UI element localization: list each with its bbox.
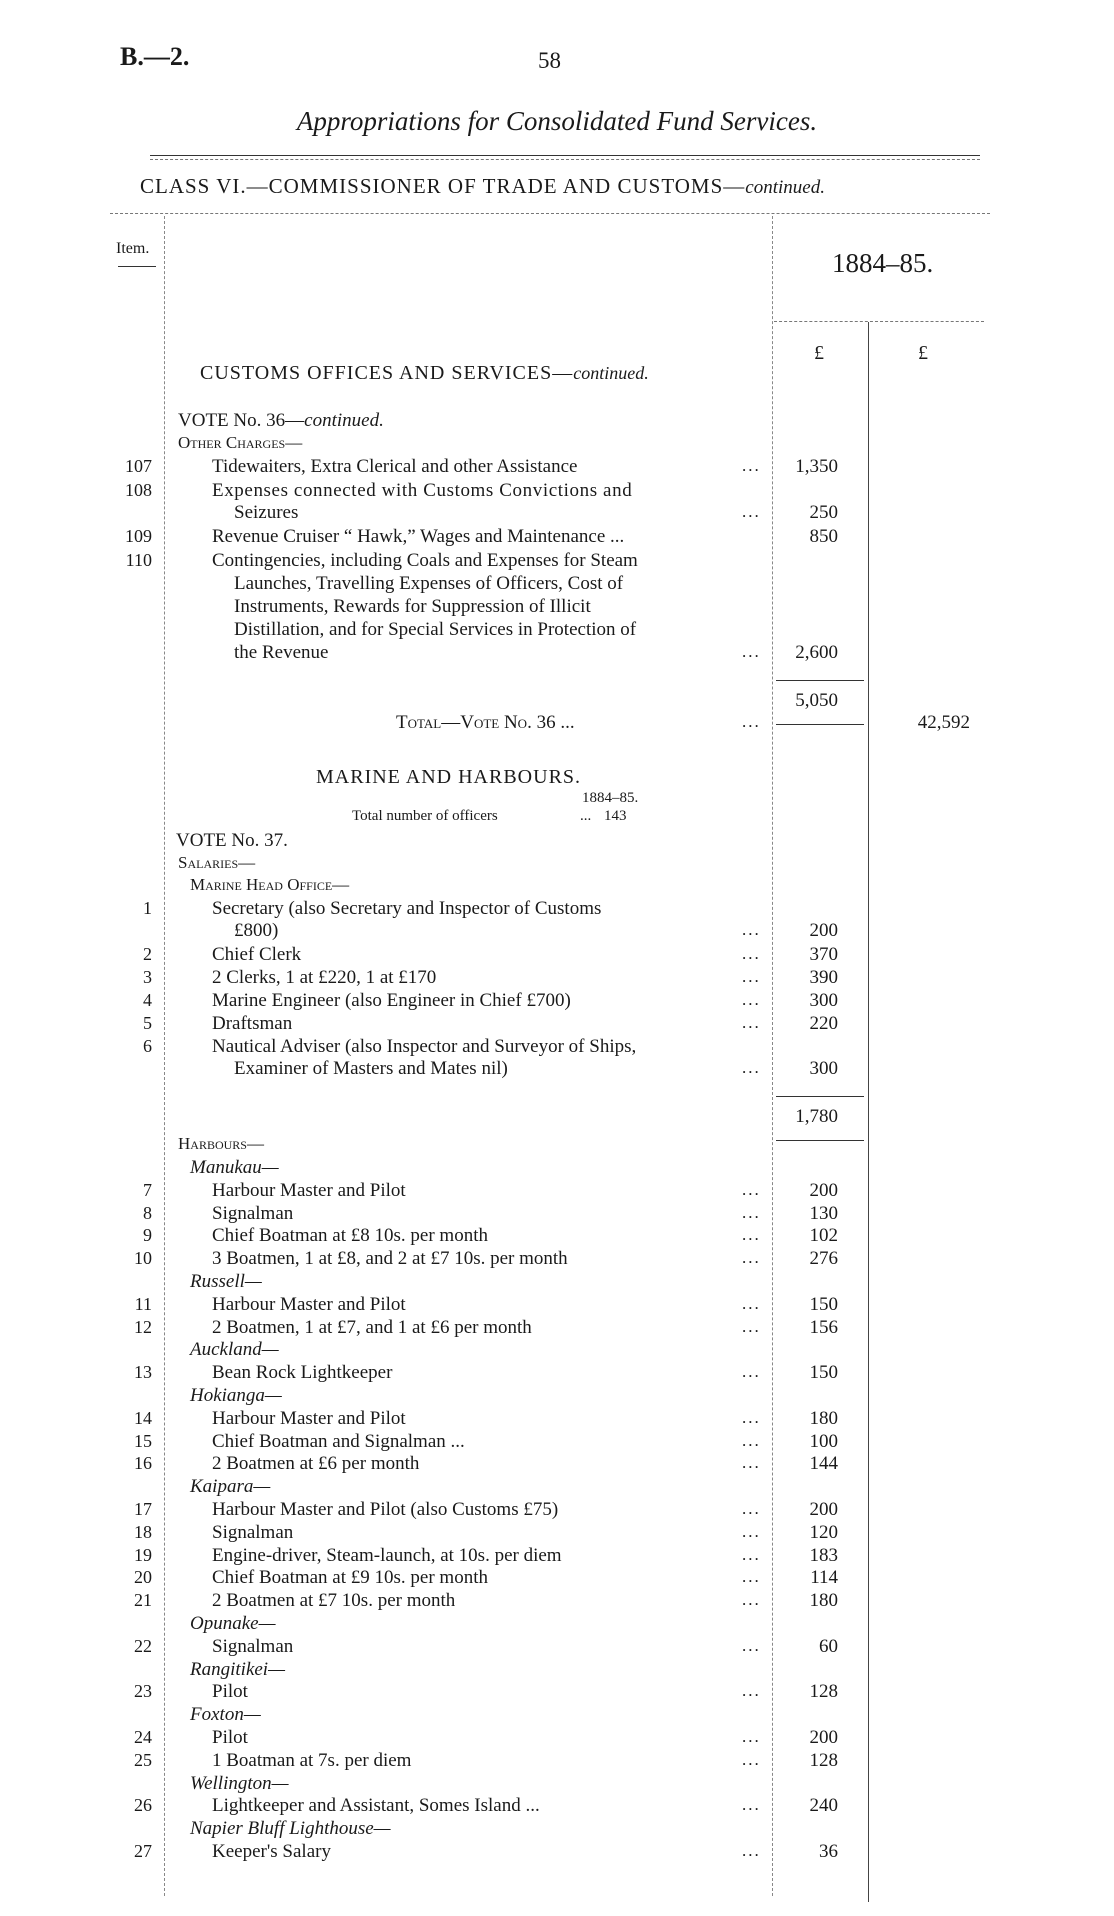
head-item-3-description: 2 Clerks, 1 at £220, 1 at £170 xyxy=(212,967,437,988)
item-107-description: Tidewaiters, Extra Clerical and other Assistance xyxy=(212,456,578,477)
head-item-5-leader: ... xyxy=(742,1013,761,1032)
harbour-item-20-description: Chief Boatman at £9 10s. per month xyxy=(212,1567,488,1588)
item-109-value: 850 xyxy=(809,526,838,547)
currency-header-1: £ xyxy=(814,342,824,364)
harbour-item-13-value: 150 xyxy=(809,1362,838,1383)
item-107-number: 107 xyxy=(125,456,152,476)
harbour-item-12-number: 12 xyxy=(134,1317,152,1337)
harbour-item-27-leader: ... xyxy=(742,1841,761,1860)
top-rule xyxy=(150,155,980,156)
harbour-item-12-description: 2 Boatmen, 1 at £7, and 1 at £6 per month xyxy=(212,1317,532,1338)
vote-36-total-label: Total—Vote No. 36 ... xyxy=(396,712,575,733)
harbour-item-7-value: 200 xyxy=(809,1180,838,1201)
harbour-item-18-number: 18 xyxy=(134,1522,152,1542)
amount-inner-divider xyxy=(868,322,869,1902)
harbour-item-20-number: 20 xyxy=(134,1567,152,1587)
harbour-item-9-description: Chief Boatman at £8 10s. per month xyxy=(212,1225,488,1246)
harbour-item-16-description: 2 Boatmen at £6 per month xyxy=(212,1453,420,1474)
harbour-item-24-leader: ... xyxy=(742,1727,761,1746)
harbour-item-8-value: 130 xyxy=(809,1203,838,1224)
port-heading: Wellington— xyxy=(190,1773,289,1794)
port-heading: Russell— xyxy=(190,1271,262,1292)
head-item-4-description: Marine Engineer (also Engineer in Chief £700) xyxy=(212,990,571,1011)
harbour-item-25-value: 128 xyxy=(809,1750,838,1771)
port-heading: Napier Bluff Lighthouse— xyxy=(190,1818,391,1839)
harbour-item-27-value: 36 xyxy=(819,1841,838,1862)
harbour-item-22-value: 60 xyxy=(819,1636,838,1657)
officers-value: 143 xyxy=(604,808,627,824)
officers-label: Total number of officers xyxy=(352,808,498,824)
head-item-2-value: 370 xyxy=(809,944,838,965)
harbour-item-7-leader: ... xyxy=(742,1180,761,1199)
item-108-description-cont: Seizures xyxy=(234,502,299,523)
harbour-item-11-number: 11 xyxy=(134,1294,152,1314)
customs-subtotal: 5,050 xyxy=(795,690,838,711)
head-item-1-leader: ... xyxy=(742,920,761,939)
subtotal-rule xyxy=(776,680,864,681)
other-charges-heading: Other Charges— xyxy=(178,433,303,452)
harbour-item-11-description: Harbour Master and Pilot xyxy=(212,1294,406,1315)
head-item-2-number: 2 xyxy=(143,944,152,964)
harbour-item-8-number: 8 xyxy=(143,1203,152,1223)
head-item-6-description-cont: Examiner of Masters and Mates nil) xyxy=(234,1058,508,1079)
harbour-item-17-leader: ... xyxy=(742,1499,761,1518)
item-110-description-cont: Launches, Travelling Expenses of Officers, Cost of xyxy=(234,573,624,594)
head-item-1-number: 1 xyxy=(143,898,152,918)
page-number: 58 xyxy=(538,48,561,73)
harbour-item-22-leader: ... xyxy=(742,1636,761,1655)
head-item-1-description: Secretary (also Secretary and Inspector of Customs xyxy=(212,898,602,919)
head-subtotal-rule-2 xyxy=(776,1140,864,1141)
harbour-item-15-leader: ... xyxy=(742,1431,761,1450)
marine-section-title: MARINE AND HARBOURS. xyxy=(316,766,582,788)
harbour-item-13-leader: ... xyxy=(742,1362,761,1381)
harbour-item-9-number: 9 xyxy=(143,1225,152,1245)
salaries-heading: Salaries— xyxy=(178,853,256,872)
item-110-description-cont: the Revenue xyxy=(234,642,329,663)
item-109-number: 109 xyxy=(125,526,152,546)
port-heading: Auckland— xyxy=(190,1339,279,1360)
port-heading: Hokianga— xyxy=(190,1385,282,1406)
harbour-item-15-description: Chief Boatman and Signalman ... xyxy=(212,1431,465,1452)
item-header-rule xyxy=(118,266,156,267)
marine-head-office-heading: Marine Head Office— xyxy=(190,875,350,894)
head-item-6-value: 300 xyxy=(809,1058,838,1079)
harbour-item-24-number: 24 xyxy=(134,1727,152,1747)
harbour-item-12-leader: ... xyxy=(742,1317,761,1336)
head-item-4-value: 300 xyxy=(809,990,838,1011)
head-item-6-leader: ... xyxy=(742,1058,761,1077)
harbour-item-8-description: Signalman xyxy=(212,1203,294,1224)
harbour-item-8-leader: ... xyxy=(742,1203,761,1222)
harbour-item-27-description: Keeper's Salary xyxy=(212,1841,331,1862)
head-item-5-description: Draftsman xyxy=(212,1013,293,1034)
subtotal-rule-2 xyxy=(776,724,864,725)
harbour-item-25-leader: ... xyxy=(742,1750,761,1769)
currency-header-2: £ xyxy=(918,342,928,364)
item-110-description-cont: Distillation, and for Special Services in Protection of xyxy=(234,619,637,640)
item-column-header: Item. xyxy=(116,240,150,257)
harbour-item-21-leader: ... xyxy=(742,1590,761,1609)
item-108-description: Expenses connected with Customs Convictions and xyxy=(212,480,633,501)
item-110-number: 110 xyxy=(125,550,152,570)
item-110-description-cont: Instruments, Rewards for Suppression of Illicit xyxy=(234,596,591,617)
harbour-item-19-number: 19 xyxy=(134,1545,152,1565)
harbour-item-23-description: Pilot xyxy=(212,1681,248,1702)
head-item-6-number: 6 xyxy=(143,1036,152,1056)
harbour-item-17-value: 200 xyxy=(809,1499,838,1520)
head-item-3-leader: ... xyxy=(742,967,761,986)
harbour-item-23-value: 128 xyxy=(809,1681,838,1702)
table-top-rule xyxy=(110,213,990,214)
harbour-item-18-leader: ... xyxy=(742,1522,761,1541)
head-item-4-number: 4 xyxy=(143,990,152,1010)
harbour-item-16-leader: ... xyxy=(742,1453,761,1472)
officers-leader: ... xyxy=(580,808,592,824)
item-108-number: 108 xyxy=(125,480,152,500)
head-item-2-leader: ... xyxy=(742,944,761,963)
harbour-item-12-value: 156 xyxy=(809,1317,838,1338)
harbour-item-14-leader: ... xyxy=(742,1408,761,1427)
harbour-item-19-leader: ... xyxy=(742,1545,761,1564)
harbour-item-26-number: 26 xyxy=(134,1795,152,1815)
head-item-5-value: 220 xyxy=(809,1013,838,1034)
item-110-leader: ... xyxy=(742,642,761,661)
year-rule xyxy=(774,321,984,322)
harbour-item-14-number: 14 xyxy=(134,1408,152,1428)
item-column-divider xyxy=(164,216,165,1896)
harbour-item-11-leader: ... xyxy=(742,1294,761,1313)
page-subtitle: Appropriations for Consolidated Fund Services. xyxy=(296,106,818,136)
harbour-item-25-number: 25 xyxy=(134,1750,152,1770)
head-office-subtotal: 1,780 xyxy=(795,1106,838,1127)
total-leader: ... xyxy=(742,712,761,731)
harbour-item-17-number: 17 xyxy=(134,1499,152,1519)
harbour-item-26-value: 240 xyxy=(809,1795,838,1816)
harbour-item-22-description: Signalman xyxy=(212,1636,294,1657)
item-108-leader: ... xyxy=(742,502,761,521)
harbour-item-7-number: 7 xyxy=(143,1180,152,1200)
head-item-6-description: Nautical Adviser (also Inspector and Surveyor of Ships, xyxy=(212,1036,637,1057)
harbour-item-16-value: 144 xyxy=(809,1453,838,1474)
harbour-item-15-value: 100 xyxy=(809,1431,838,1452)
harbours-heading: Harbours— xyxy=(178,1134,264,1153)
harbour-item-26-leader: ... xyxy=(742,1795,761,1814)
harbour-item-18-value: 120 xyxy=(809,1522,838,1543)
harbour-item-10-value: 276 xyxy=(809,1248,838,1269)
class-heading: CLASS VI.—COMMISSIONER OF TRADE AND CUSTOMS—continued. xyxy=(140,174,825,198)
head-item-3-number: 3 xyxy=(143,967,152,987)
harbour-item-13-description: Bean Rock Lightkeeper xyxy=(212,1362,393,1383)
vote-36-heading: VOTE No. 36—continued. xyxy=(178,410,384,431)
harbour-item-7-description: Harbour Master and Pilot xyxy=(212,1180,406,1201)
head-item-2-description: Chief Clerk xyxy=(212,944,302,965)
amount-column-divider xyxy=(772,216,773,1896)
harbour-item-14-description: Harbour Master and Pilot xyxy=(212,1408,406,1429)
port-heading: Kaipara— xyxy=(190,1476,271,1497)
harbour-item-24-description: Pilot xyxy=(212,1727,248,1748)
harbour-item-23-leader: ... xyxy=(742,1681,761,1700)
harbour-item-18-description: Signalman xyxy=(212,1522,294,1543)
harbour-item-19-value: 183 xyxy=(809,1545,838,1566)
harbour-item-21-number: 21 xyxy=(134,1590,152,1610)
top-rule-2 xyxy=(150,159,980,160)
harbour-item-13-number: 13 xyxy=(134,1362,152,1382)
harbour-item-10-leader: ... xyxy=(742,1248,761,1267)
port-heading: Opunake— xyxy=(190,1613,276,1634)
port-heading: Rangitikei— xyxy=(190,1659,285,1680)
harbour-item-21-description: 2 Boatmen at £7 10s. per month xyxy=(212,1590,456,1611)
head-item-4-leader: ... xyxy=(742,990,761,1009)
harbour-item-19-description: Engine-driver, Steam-launch, at 10s. per diem xyxy=(212,1545,562,1566)
head-item-3-value: 390 xyxy=(809,967,838,988)
harbour-item-16-number: 16 xyxy=(134,1453,152,1473)
harbour-item-20-leader: ... xyxy=(742,1567,761,1586)
harbour-item-25-description: 1 Boatman at 7s. per diem xyxy=(212,1750,412,1771)
head-item-5-number: 5 xyxy=(143,1013,152,1033)
port-heading: Manukau— xyxy=(190,1157,279,1178)
harbour-item-9-leader: ... xyxy=(742,1225,761,1244)
year-header: 1884–85. xyxy=(832,248,934,278)
harbour-item-14-value: 180 xyxy=(809,1408,838,1429)
item-109-description: Revenue Cruiser “ Hawk,” Wages and Maintenance ... xyxy=(212,526,625,547)
harbour-item-27-number: 27 xyxy=(134,1841,152,1861)
harbour-item-11-value: 150 xyxy=(809,1294,838,1315)
marine-year-label: 1884–85. xyxy=(582,790,639,806)
item-107-leader: ... xyxy=(742,456,761,475)
port-heading: Foxton— xyxy=(190,1704,261,1725)
harbour-item-10-number: 10 xyxy=(134,1248,152,1268)
item-107-value: 1,350 xyxy=(795,456,838,477)
head-item-1-value: 200 xyxy=(809,920,838,941)
harbour-item-26-description: Lightkeeper and Assistant, Somes Island ... xyxy=(212,1795,540,1816)
harbour-item-21-value: 180 xyxy=(809,1590,838,1611)
item-108-value: 250 xyxy=(809,502,838,523)
head-subtotal-rule xyxy=(776,1096,864,1097)
item-110-description: Contingencies, including Coals and Expenses for Steam xyxy=(212,550,638,571)
harbour-item-9-value: 102 xyxy=(809,1225,838,1246)
harbour-item-24-value: 200 xyxy=(809,1727,838,1748)
customs-section-title: CUSTOMS OFFICES AND SERVICES—continued. xyxy=(200,362,649,384)
vote-37-heading: VOTE No. 37. xyxy=(176,830,288,851)
harbour-item-17-description: Harbour Master and Pilot (also Customs £75) xyxy=(212,1499,559,1520)
item-110-value: 2,600 xyxy=(795,642,838,663)
section-code: B.—2. xyxy=(120,42,190,71)
harbour-item-23-number: 23 xyxy=(134,1681,152,1701)
harbour-item-20-value: 114 xyxy=(810,1567,838,1588)
head-item-1-description-cont: £800) xyxy=(234,920,279,941)
harbour-item-15-number: 15 xyxy=(134,1431,152,1451)
harbour-item-10-description: 3 Boatmen, 1 at £8, and 2 at £7 10s. per month xyxy=(212,1248,568,1269)
harbour-item-22-number: 22 xyxy=(134,1636,152,1656)
vote-36-total-value: 42,592 xyxy=(917,712,970,733)
